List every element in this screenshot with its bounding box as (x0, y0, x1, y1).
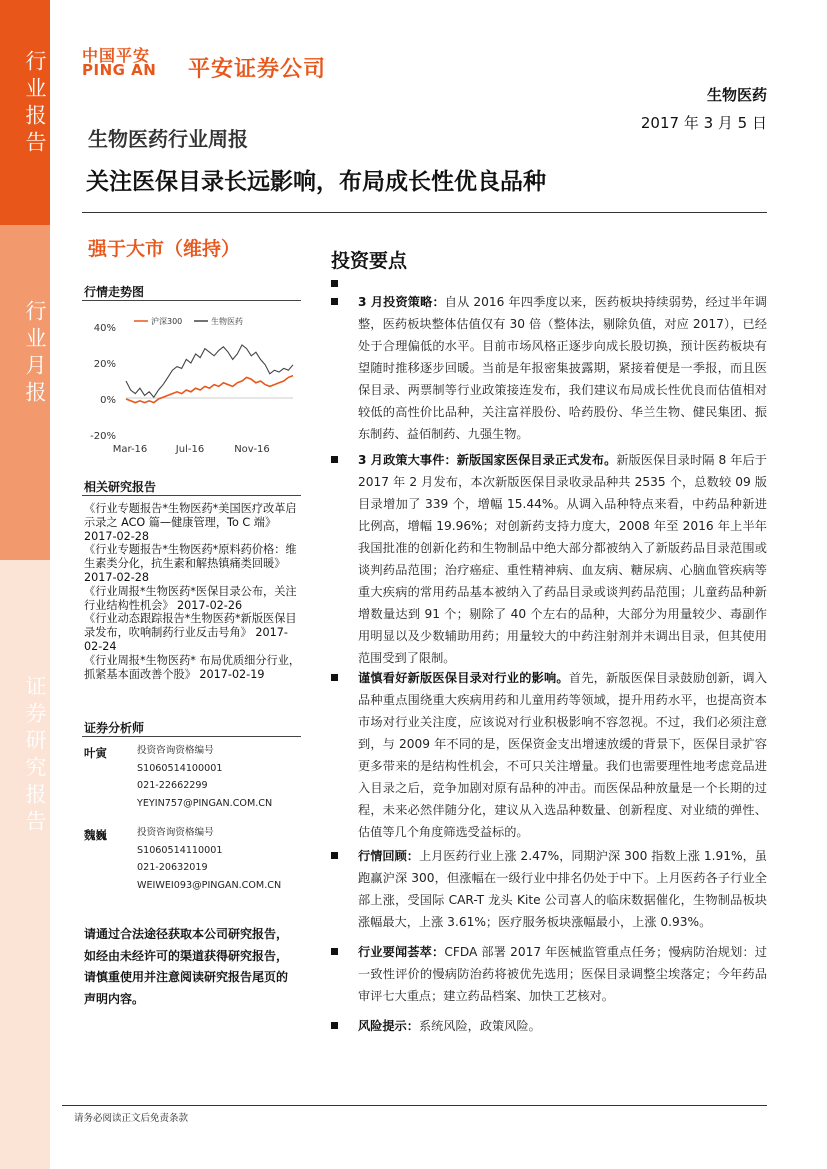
point-title: 谨慎看好新版医保目录对行业的影响。 (358, 671, 569, 685)
point-text: 自从 2016 年四季度以来，医药板块持续弱势，经过半年调整，医药板块整体估值仅有 30 倍（整体法，剔除负值，对应 2017），已经处于合理偏低的水平。目前市场风格正逐步向成长股切换，预计医药板块有望随时推移逐步回暖。当前是年报密集披露期，紧接着便是一季报，而且医保目录、两票制等行业政策接连发布，我们建议布局成长性优良而估值相对较低的高性价比品种，关注富祥股份、哈药股份、华兰生物、健民集团、振东制药、益佰制药、九强生物。 (358, 295, 767, 441)
point-news (331, 941, 767, 1007)
email-link[interactable]: WEIWEI093@PINGAN.COM.CN (137, 879, 282, 891)
point-strategy (331, 291, 767, 445)
point-risk (331, 1015, 767, 1037)
point-text: 上月医药行业上涨 2.47%，同期沪深 300 指数上涨 1.91%，虽跑赢沪深 300，但涨幅在一级行业中排名仍处于中下。上月医药各子行业全部上涨，受国际 CAR-T 龙头 Kite 公司喜人的临床数据催化，生物制品板块涨幅最大，上涨 3.61%；医疗服务板块涨幅最小，上涨 0.93%。 (358, 849, 767, 929)
point-text: 新版医保目录时隔 8 年后于 2017 年 2 月发布，本次新版医保目录收录品种共 2535 个，总数较 09 版目录增加了 339 个，增幅 15.44%。从调入品种特点来看，中药品种新进比例高，增幅 19.96%；对创新药支持力度大，2008 年至 2016 年上半年我国批准的创新化药和生物制品中绝大部分都被纳入了新版药品目录范围或谈判药品范围；治疗癌症、重性精神病、血友病、糖尿病、心脑血管疾病等重大疾病的常用药品基本被纳入了药品目录或谈判药品范围；儿童药品种新增数量达到 91 个；剔除了 40 个左右的品种，大部分为用量较少、毒副作用明显以及少数辅助用药；用量较大的中药注射剂并未调出目录，但其使用范围受到了限制。 (358, 453, 767, 665)
market-chart (82, 305, 304, 465)
legend-label: 沪深300 (151, 317, 183, 326)
bullet-icon (331, 948, 338, 955)
point-title: 行情回顾： (358, 849, 419, 863)
point-text: CFDA 部署 2017 年医械监管重点任务；慢病防治规划：过一致性评价的慢病防治药将被优先选用；医保目录调整尘埃落定；今年药品审评七大重点；建立药品档案、加快工艺核对。 (358, 945, 767, 1003)
footer-divider (62, 1105, 767, 1106)
analyst-info (137, 742, 272, 812)
phone: 021-20632019 (137, 862, 208, 873)
sidebar-label-mid: 行业月报 (23, 300, 47, 408)
section-title: 投资要点 (331, 250, 408, 272)
analyst-title: 证券分析师 (84, 721, 145, 735)
related-title: 相关研究报告 (84, 480, 157, 494)
sector-label: 生物医药 (706, 86, 767, 104)
y-tick-label: 0% (100, 395, 116, 406)
rating: 强于大市（维持） (88, 238, 241, 260)
point-impact (331, 667, 767, 843)
report-date: 2017 年 3 月 5 日 (640, 114, 767, 132)
divider (82, 495, 301, 496)
point-review (331, 845, 767, 933)
divider (82, 736, 301, 737)
related-report[interactable]: 《行业专题报告*生物医药*原料药价格：维生素类分化，抗生素和解热镇痛类回暖》 2017-02-28 (84, 543, 297, 584)
y-tick-label: 20% (93, 359, 116, 370)
related-report[interactable]: 《行业专题报告*生物医药*美国医疗改革启示录之 ACO 篇—健康管理，To C 端》 2017-02-28 (84, 502, 297, 543)
bullet-icon (331, 298, 338, 305)
analyst-name: 叶寅 (84, 746, 107, 760)
logo-en: PING AN (82, 61, 157, 79)
divider (82, 300, 301, 301)
sidebar (0, 0, 50, 1169)
phone: 021-22662299 (137, 780, 208, 791)
related-reports (84, 502, 302, 681)
point-title: 3 月投资策略： (358, 295, 445, 309)
bullet-icon (331, 280, 338, 287)
chart-title: 行情走势图 (84, 285, 145, 299)
bullet-icon (331, 674, 338, 681)
bullet-icon (331, 456, 338, 463)
related-report[interactable]: 《行业动态跟踪报告*生物医药*新版医保目录发布，吹响制药行业反击号角》 2017-02-24 (84, 612, 297, 653)
cert-label: 投资咨询资格编号 (137, 827, 214, 838)
cert-label: 投资咨询资格编号 (137, 745, 214, 756)
x-tick-label: Mar-16 (112, 444, 148, 455)
cert-number: S1060514110001 (137, 844, 223, 856)
company-name: 平安证券公司 (188, 57, 327, 82)
point-title: 风险提示： (358, 1019, 419, 1033)
sidebar-label-top: 行业报告 (23, 50, 47, 158)
series-line-hs300 (126, 376, 293, 403)
sidebar-label-bottom: 证券研究报告 (23, 675, 47, 837)
bullet-icon (331, 1022, 338, 1029)
y-tick-label: -20% (90, 431, 116, 442)
footer-disclaimer[interactable]: 请务必阅读正文后免责条款 (74, 1113, 189, 1124)
email-link[interactable]: YEYIN757@PINGAN.COM.CN (137, 797, 273, 809)
bullet-icon (331, 852, 338, 859)
related-report[interactable]: 《行业周报*生物医药*医保目录公布，关注行业结构性机会》 2017-02-26 (84, 584, 297, 612)
report-type: 生物医药行业周报 (88, 127, 248, 151)
x-tick-label: Jul-16 (175, 444, 205, 455)
header-divider (82, 212, 767, 213)
point-text: 首先，新版医保目录鼓励创新，调入品种重点围绕重大疾病用药和儿童用药等领域，提升用药水平，也提高资本市场对行业关注度，应该说对行业积极影响不容忽视。不过，我们必须注意到，与 2009 年不同的是，医保资金支出增速放缓的背景下，医保目录扩容更多带来的是结构性机会，不可只关注增量。我们也需要理性地考虑竞品进入目录之后，竞争加剧对原有品种的冲击。而医保品种放量是一个长期的过程，未来必然伴随分化，建议从入选品种数量、创新程度、对业绩的弹性、估值等几个角度筛选受益标的。 (358, 671, 768, 839)
analyst-name: 魏巍 (84, 828, 107, 842)
y-tick-label: 40% (93, 323, 116, 334)
series-line-biomed (126, 345, 293, 397)
related-report[interactable]: 《行业周报*生物医药* 布局优质细分行业，抓紧基本面改善个股》 2017-02-19 (84, 653, 301, 681)
legal-notice: 请通过合法途径获取本公司研究报告，如经由未经许可的渠道获得研究报告，请慎重使用并注意阅读研究报告尾页的声明内容。 (84, 927, 289, 1006)
point-text: 系统风险，政策风险。 (418, 1019, 541, 1033)
logo-cn: 中国平安 (82, 46, 151, 65)
point-title: 行业要闻荟萃： (358, 945, 445, 959)
point-policy (331, 449, 767, 669)
sidebar-block-bottom (0, 560, 50, 1169)
analyst-info (137, 824, 281, 894)
legend-label: 生物医药 (211, 317, 243, 326)
point-title: 3 月政策大事件：新版国家医保目录正式发布。 (358, 453, 617, 467)
cert-number: S1060514100001 (137, 762, 223, 774)
headline: 关注医保目录长远影响，布局成长性优良品种 (86, 169, 546, 195)
x-tick-label: Nov-16 (234, 444, 270, 455)
